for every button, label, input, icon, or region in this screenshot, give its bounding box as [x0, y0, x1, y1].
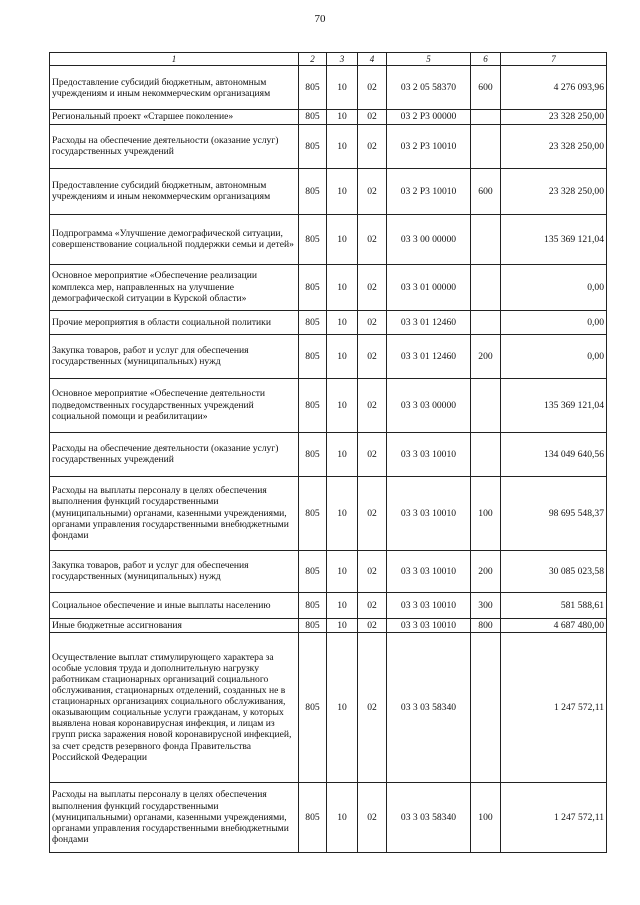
row-rz: 10 [327, 214, 358, 264]
header-col-4: 4 [358, 53, 387, 66]
row-grbs: 805 [299, 632, 327, 782]
table-row [50, 334, 607, 378]
row-grbs: 805 [299, 618, 327, 632]
row-rz: 10 [327, 550, 358, 592]
row-rz: 10 [327, 432, 358, 476]
row-sum: 135 369 121,04 [501, 378, 607, 432]
row-pr: 02 [358, 214, 387, 264]
table-row [50, 618, 607, 632]
row-pr: 02 [358, 432, 387, 476]
row-rz: 10 [327, 632, 358, 782]
row-vr [471, 432, 501, 476]
row-grbs: 805 [299, 476, 327, 550]
table-row [50, 110, 607, 124]
row-rz: 10 [327, 310, 358, 334]
row-pr: 02 [358, 110, 387, 124]
row-grbs: 805 [299, 432, 327, 476]
row-csr: 03 3 01 12460 [387, 310, 471, 334]
row-grbs: 805 [299, 592, 327, 618]
header-col-2: 2 [299, 53, 327, 66]
table-row [50, 168, 607, 214]
row-grbs: 805 [299, 334, 327, 378]
row-sum: 135 369 121,04 [501, 214, 607, 264]
row-csr: 03 3 03 10010 [387, 550, 471, 592]
row-grbs: 805 [299, 264, 327, 310]
row-csr: 03 3 03 10010 [387, 432, 471, 476]
row-rz: 10 [327, 476, 358, 550]
row-pr: 02 [358, 476, 387, 550]
row-csr: 03 3 03 00000 [387, 378, 471, 432]
table-row [50, 378, 607, 432]
row-csr: 03 3 03 10010 [387, 592, 471, 618]
row-csr: 03 3 03 58340 [387, 632, 471, 782]
row-sum: 23 328 250,00 [501, 124, 607, 168]
row-rz: 10 [327, 378, 358, 432]
row-grbs: 805 [299, 214, 327, 264]
row-csr: 03 3 03 58340 [387, 782, 471, 852]
row-vr [471, 214, 501, 264]
row-grbs: 805 [299, 168, 327, 214]
row-vr [471, 632, 501, 782]
row-vr: 600 [471, 66, 501, 110]
row-pr: 02 [358, 632, 387, 782]
header-col-5: 5 [387, 53, 471, 66]
row-name: Осуществление выплат стимулирующего характера за особые условия труда и дополнительную нагрузку работникам стационарных организаций социального обслуживания, стационарных отделений, созданных не в стационарных организациях социального обслуживания, оказывающим социальные услуги гражданам, у которых выявлена новая коронавирусная инфекция, и лицам из групп риска заражения новой коронавирусной инфекцией, за счет средств резервного фонда Правительства Российской Федерации [50, 632, 299, 782]
row-name: Основное мероприятие «Обеспечение деятельности подведомственных государственных учреждений социальной помощи и реабилитации» [50, 378, 299, 432]
row-name: Социальное обеспечение и иные выплаты населению [50, 592, 299, 618]
row-pr: 02 [358, 592, 387, 618]
row-grbs: 805 [299, 110, 327, 124]
row-sum: 98 695 548,37 [501, 476, 607, 550]
row-vr [471, 378, 501, 432]
row-pr: 02 [358, 378, 387, 432]
table-row [50, 432, 607, 476]
row-name: Региональный проект «Старшее поколение» [50, 110, 299, 124]
row-pr: 02 [358, 66, 387, 110]
table-row [50, 550, 607, 592]
row-csr: 03 3 03 10010 [387, 476, 471, 550]
row-vr: 800 [471, 618, 501, 632]
row-pr: 02 [358, 310, 387, 334]
table-row [50, 214, 607, 264]
row-sum: 0,00 [501, 310, 607, 334]
row-csr: 03 3 01 12460 [387, 334, 471, 378]
row-pr: 02 [358, 782, 387, 852]
row-sum: 0,00 [501, 264, 607, 310]
row-rz: 10 [327, 124, 358, 168]
row-pr: 02 [358, 264, 387, 310]
header-col-6: 6 [471, 53, 501, 66]
row-grbs: 805 [299, 66, 327, 110]
row-csr: 03 2 P3 10010 [387, 124, 471, 168]
row-pr: 02 [358, 550, 387, 592]
row-vr [471, 264, 501, 310]
row-name: Прочие мероприятия в области социальной политики [50, 310, 299, 334]
row-pr: 02 [358, 168, 387, 214]
row-rz: 10 [327, 592, 358, 618]
row-rz: 10 [327, 168, 358, 214]
table-row [50, 310, 607, 334]
row-name: Основное мероприятие «Обеспечение реализации комплекса мер, направленных на улучшение демографической ситуации в Курской области» [50, 264, 299, 310]
row-grbs: 805 [299, 378, 327, 432]
table-row [50, 632, 607, 782]
header-col-3: 3 [327, 53, 358, 66]
table-row [50, 124, 607, 168]
row-rz: 10 [327, 334, 358, 378]
table-row [50, 592, 607, 618]
row-sum: 4 687 480,00 [501, 618, 607, 632]
row-sum: 134 049 640,56 [501, 432, 607, 476]
row-sum: 581 588,61 [501, 592, 607, 618]
table-row [50, 264, 607, 310]
row-csr: 03 3 00 00000 [387, 214, 471, 264]
row-vr [471, 310, 501, 334]
row-name: Расходы на обеспечение деятельности (оказание услуг) государственных учреждений [50, 432, 299, 476]
row-vr: 300 [471, 592, 501, 618]
row-rz: 10 [327, 782, 358, 852]
row-pr: 02 [358, 334, 387, 378]
table-row [50, 782, 607, 852]
row-csr: 03 2 05 58370 [387, 66, 471, 110]
row-name: Расходы на выплаты персоналу в целях обеспечения выполнения функций государственными (муниципальными) органами, казенными учреждениями, органами управления государственными внебюджетными фондами [50, 782, 299, 852]
row-pr: 02 [358, 124, 387, 168]
row-rz: 10 [327, 66, 358, 110]
row-name: Иные бюджетные ассигнования [50, 618, 299, 632]
row-grbs: 805 [299, 550, 327, 592]
row-sum: 1 247 572,11 [501, 632, 607, 782]
row-vr: 200 [471, 550, 501, 592]
budget-table [49, 52, 607, 853]
row-vr: 600 [471, 168, 501, 214]
row-vr: 100 [471, 476, 501, 550]
row-rz: 10 [327, 110, 358, 124]
row-grbs: 805 [299, 124, 327, 168]
table-row [50, 66, 607, 110]
row-name: Закупка товаров, работ и услуг для обеспечения государственных (муниципальных) нужд [50, 550, 299, 592]
row-sum: 23 328 250,00 [501, 168, 607, 214]
row-name: Предоставление субсидий бюджетным, автономным учреждениям и иным некоммерческим организациям [50, 168, 299, 214]
row-grbs: 805 [299, 782, 327, 852]
header-col-1: 1 [50, 53, 299, 66]
row-vr: 100 [471, 782, 501, 852]
row-name: Расходы на обеспечение деятельности (оказание услуг) государственных учреждений [50, 124, 299, 168]
row-csr: 03 2 P3 00000 [387, 110, 471, 124]
row-grbs: 805 [299, 310, 327, 334]
row-sum: 0,00 [501, 334, 607, 378]
row-sum: 30 085 023,58 [501, 550, 607, 592]
row-name: Предоставление субсидий бюджетным, автономным учреждениям и иным некоммерческим организациям [50, 66, 299, 110]
row-sum: 1 247 572,11 [501, 782, 607, 852]
row-sum: 23 328 250,00 [501, 110, 607, 124]
row-rz: 10 [327, 618, 358, 632]
row-name: Подпрограмма «Улучшение демографической ситуации, совершенствование социальной поддержки семьи и детей» [50, 214, 299, 264]
row-name: Расходы на выплаты персоналу в целях обеспечения выполнения функций государственными (муниципальными) органами, казенными учреждениями, органами управления государственными внебюджетными фондами [50, 476, 299, 550]
page-number: 70 [314, 13, 326, 25]
row-csr: 03 2 P3 10010 [387, 168, 471, 214]
row-vr [471, 124, 501, 168]
row-csr: 03 3 01 00000 [387, 264, 471, 310]
row-name: Закупка товаров, работ и услуг для обеспечения государственных (муниципальных) нужд [50, 334, 299, 378]
row-vr: 200 [471, 334, 501, 378]
row-vr [471, 110, 501, 124]
header-col-7: 7 [501, 53, 607, 66]
table-row [50, 476, 607, 550]
row-csr: 03 3 03 10010 [387, 618, 471, 632]
row-sum: 4 276 093,96 [501, 66, 607, 110]
row-rz: 10 [327, 264, 358, 310]
table-header-row [50, 53, 607, 66]
row-pr: 02 [358, 618, 387, 632]
